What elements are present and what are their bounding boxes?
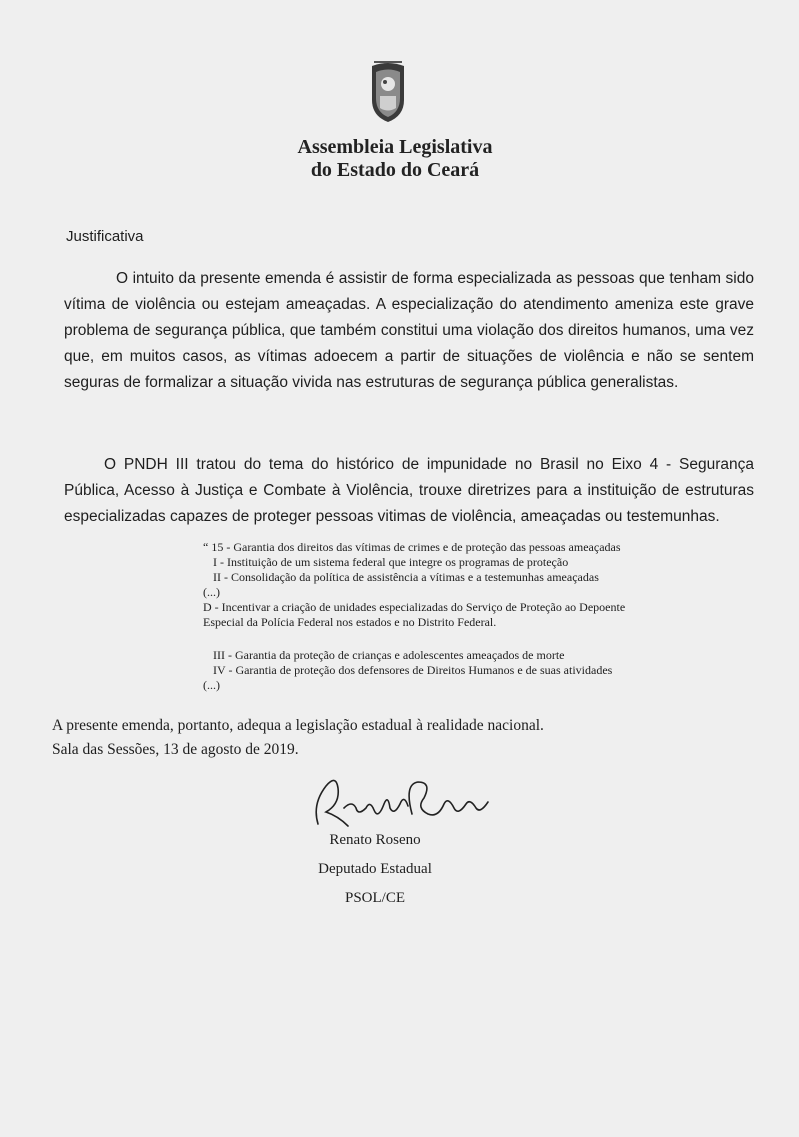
quote-line: Especial da Polícia Federal nos estados e no Distrito Federal. (203, 615, 497, 629)
signer-party: PSOL/CE (344, 890, 405, 906)
handwritten-signature (308, 764, 508, 834)
closing-block (52, 714, 652, 762)
quote-line: III - Garantia da proteção de crianças e adolescentes ameaçados de morte (213, 648, 565, 662)
session-date: Sala das Sessões, 13 de agosto de 2019. (52, 741, 299, 758)
quote-line: (...) (203, 678, 220, 692)
closing-statement: A presente emenda, portanto, adequa a legislação estadual à realidade nacional. (52, 717, 544, 734)
paragraph-pndh: O PNDH III tratou do tema do histórico de impunidade no Brasil no Eixo 4 - Segurança Pública, Acesso à Justiça e Combate à Violência, trouxe diretrizes para a instituição de estruturas especializadas capazes de proteger pessoas vitimas de violência, ameaçadas ou testemunhas. (64, 456, 754, 525)
quote-line: (...) (203, 585, 220, 599)
signer-block (290, 826, 460, 913)
section-heading: Justificativa (66, 228, 144, 245)
organization-name (230, 136, 560, 182)
signer-role: Deputado Estadual (318, 861, 432, 877)
quote-line: I - Instituição de um sistema federal que integre os programas de proteção (213, 555, 569, 569)
paragraph-intent: O intuito da presente emenda é assistir de forma especializada as pessoas que tenham sido vítima de violência ou estejam ameaçadas. A especialização do atendimento ameniza este grave problema de segurança pública, que também constitui uma violação dos direitos humanos, uma vez que, em muitos casos, as vítimas adoecem a partir de situações de violência e não se sentem seguras de formalizar a situação vivida nas estruturas de segurança pública generalistas. (64, 270, 754, 391)
quote-block-a (203, 540, 683, 630)
org-line-2: do Estado do Ceará (310, 159, 480, 181)
quote-line: II - Consolidação da política de assistência a vítimas e a testemunhas ameaçadas (213, 570, 599, 584)
quote-line: IV - Garantia de proteção dos defensores de Direitos Humanos e de suas atividades (213, 663, 613, 677)
signer-name: Renato Roseno (329, 832, 421, 848)
quote-block-b (203, 648, 683, 693)
org-line-1: Assembleia Legislativa (297, 136, 493, 158)
quote-line: “ 15 - Garantia dos direitos das vítimas de crimes e de proteção das pessoas ameaçadas (203, 540, 621, 554)
state-crest-icon (366, 60, 410, 124)
quote-line: D - Incentivar a criação de unidades especializadas do Serviço de Proteção ao Depoente (203, 600, 626, 614)
